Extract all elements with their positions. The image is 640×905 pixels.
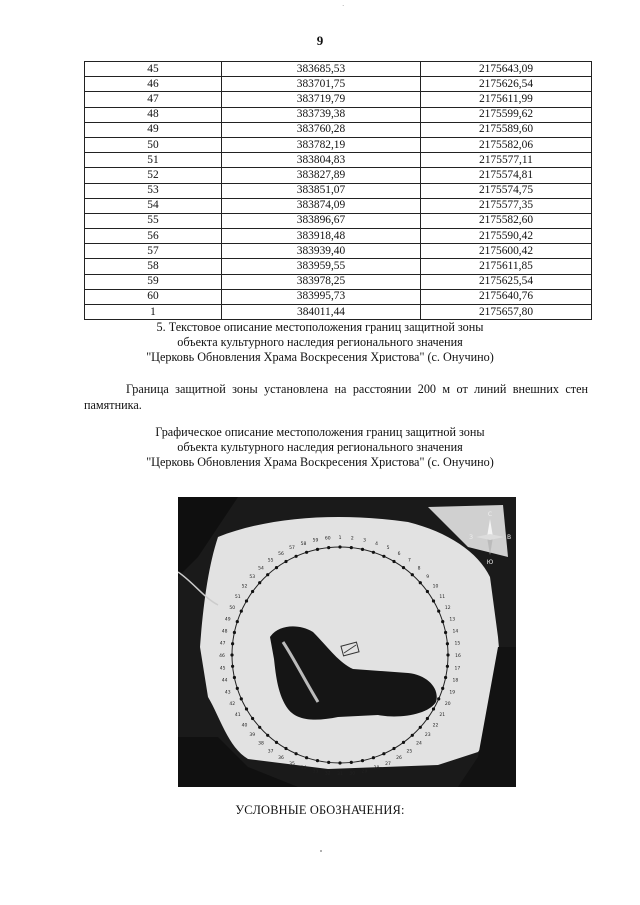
- y-coordinate-cell: 2175590,42: [421, 229, 592, 244]
- x-coordinate-cell: 383939,40: [222, 244, 421, 259]
- boundary-point: [327, 761, 330, 764]
- boundary-point-label: 5: [386, 546, 390, 552]
- boundary-point-label: 48: [221, 629, 228, 635]
- boundary-point: [426, 717, 429, 720]
- boundary-point-label: 40: [241, 723, 248, 729]
- table-row: [85, 153, 592, 168]
- boundary-point: [361, 548, 364, 551]
- boundary-point: [350, 761, 353, 764]
- boundary-point: [372, 756, 375, 759]
- boundary-point: [266, 573, 269, 576]
- boundary-point-label: 11: [439, 595, 446, 600]
- boundary-point-label: 53: [249, 575, 256, 580]
- boundary-point-label: 23: [424, 733, 431, 738]
- page-number: 9: [316, 33, 324, 48]
- y-coordinate-cell: 2175611,85: [421, 259, 592, 274]
- table-row: [85, 213, 592, 228]
- section-5-line-3: "Церковь Обновления Храма Воскресения Христова" (с. Онучино): [146, 350, 494, 364]
- boundary-point: [441, 620, 444, 623]
- boundary-point-label: 32: [324, 771, 331, 777]
- coordinates-table: [84, 61, 592, 320]
- graphic-line-2: объекта культурного наследия регионального значения: [177, 440, 463, 454]
- boundary-point: [230, 653, 233, 656]
- table-row: [85, 62, 592, 77]
- y-coordinate-cell: 2175574,75: [421, 183, 592, 198]
- boundary-point-label: 43: [224, 690, 231, 696]
- section-5-heading: [0, 320, 640, 365]
- boundary-point-label: 7: [407, 558, 411, 564]
- boundary-point-label: 35: [289, 761, 295, 767]
- boundary-point: [419, 581, 422, 584]
- boundary-point: [275, 741, 278, 744]
- boundary-point: [266, 734, 269, 737]
- boundary-point: [338, 761, 341, 764]
- boundary-point-label: 28: [373, 766, 380, 772]
- y-coordinate-cell: 2175589,60: [421, 122, 592, 137]
- boundary-point-label: 29: [361, 769, 368, 775]
- x-coordinate-cell: 383782,19: [222, 137, 421, 152]
- point-number-cell: 45: [85, 62, 222, 77]
- point-number-cell: 53: [85, 183, 222, 198]
- boundary-point-label: 3: [363, 538, 366, 544]
- boundary-point-label: 14: [452, 629, 459, 635]
- boundary-point-label: 55: [267, 558, 274, 564]
- boundary-point: [382, 555, 385, 558]
- boundary-point-label: 45: [219, 666, 226, 672]
- boundary-point: [446, 653, 449, 656]
- boundary-point-label: 51: [234, 595, 241, 600]
- boundary-point: [251, 717, 254, 720]
- boundary-point-label: 25: [406, 749, 413, 755]
- boundary-point: [432, 707, 435, 710]
- boundary-point: [245, 707, 248, 710]
- point-number-cell: 55: [85, 213, 222, 228]
- boundary-point: [446, 665, 449, 668]
- legend-title: УСЛОВНЫЕ ОБОЗНАЧЕНИЯ:: [235, 803, 405, 817]
- boundary-point: [361, 759, 364, 762]
- y-coordinate-cell: 2175577,11: [421, 153, 592, 168]
- y-coordinate-cell: 2175582,60: [421, 213, 592, 228]
- boundary-point: [251, 590, 254, 593]
- y-coordinate-cell: 2175626,54: [421, 77, 592, 92]
- table-row: [85, 183, 592, 198]
- compass-east-label: В: [506, 534, 512, 541]
- boundary-point: [392, 747, 395, 750]
- scan-dot: [320, 850, 322, 852]
- boundary-point-label: 24: [416, 741, 422, 747]
- y-coordinate-cell: 2175574,81: [421, 168, 592, 183]
- boundary-point: [446, 642, 449, 645]
- boundary-point-label: 6: [397, 551, 401, 557]
- boundary-point: [240, 610, 243, 613]
- boundary-point: [350, 546, 353, 549]
- boundary-point-label: 2: [350, 536, 354, 542]
- boundary-point-label: 41: [234, 713, 241, 718]
- boundary-point: [233, 631, 236, 634]
- point-number-cell: 60: [85, 289, 222, 304]
- table-row: [85, 137, 592, 152]
- boundary-point-label: 12: [444, 606, 451, 611]
- boundary-point-label: 47: [219, 641, 226, 647]
- boundary-point: [426, 590, 429, 593]
- boundary-point: [432, 599, 435, 602]
- boundary-point: [305, 551, 308, 554]
- boundary-point-label: 49: [224, 617, 231, 623]
- boundary-point-label: 37: [267, 749, 274, 755]
- y-coordinate-cell: 2175640,76: [421, 289, 592, 304]
- point-number-cell: 51: [85, 153, 222, 168]
- y-coordinate-cell: 2175643,09: [421, 62, 592, 77]
- boundary-map-svg: [178, 497, 516, 787]
- boundary-point-label: 34: [300, 766, 307, 772]
- boundary-point-label: 22: [432, 723, 439, 729]
- boundary-point-label: 20: [444, 702, 451, 707]
- boundary-point: [233, 676, 236, 679]
- table-row: [85, 77, 592, 92]
- boundary-point-label: 46: [219, 654, 225, 659]
- graphic-line-1: Графическое описание местоположения границ защитной зоны: [155, 425, 485, 439]
- point-number-cell: 49: [85, 122, 222, 137]
- boundary-point: [295, 752, 298, 755]
- y-coordinate-cell: 2175600,42: [421, 244, 592, 259]
- boundary-point: [240, 697, 243, 700]
- boundary-point-label: 17: [454, 666, 461, 672]
- x-coordinate-cell: 383896,67: [222, 213, 421, 228]
- point-number-cell: 46: [85, 77, 222, 92]
- boundary-point-label: 60: [324, 536, 331, 542]
- boundary-point: [419, 726, 422, 729]
- boundary-point: [411, 573, 414, 576]
- boundary-point: [437, 610, 440, 613]
- boundary-point-label: 18: [452, 678, 459, 684]
- point-number-cell: 47: [85, 92, 222, 107]
- boundary-point: [402, 741, 405, 744]
- x-coordinate-cell: 383804,83: [222, 153, 421, 168]
- boundary-point: [316, 759, 319, 762]
- point-number-cell: 57: [85, 244, 222, 259]
- compass-north-label: С: [487, 511, 493, 518]
- compass-south-label: Ю: [486, 559, 494, 566]
- boundary-point-label: 27: [385, 761, 391, 767]
- graphic-description-heading: [0, 425, 640, 470]
- boundary-point: [392, 560, 395, 563]
- boundary-point: [258, 581, 261, 584]
- boundary-point: [245, 599, 248, 602]
- boundary-point-label: 8: [417, 566, 421, 572]
- table-row: [85, 274, 592, 289]
- boundary-map: [178, 497, 516, 787]
- boundary-point: [372, 551, 375, 554]
- y-coordinate-cell: 2175599,62: [421, 107, 592, 122]
- point-number-cell: 1: [85, 305, 222, 320]
- y-coordinate-cell: 2175582,06: [421, 137, 592, 152]
- x-coordinate-cell: 383827,89: [222, 168, 421, 183]
- boundary-point-label: 21: [439, 713, 446, 718]
- boundary-point: [275, 566, 278, 569]
- x-coordinate-cell: 383851,07: [222, 183, 421, 198]
- boundary-point-label: 58: [300, 541, 307, 547]
- y-coordinate-cell: 2175657,80: [421, 305, 592, 320]
- coordinates-table-body: [85, 62, 592, 320]
- boundary-point-label: 38: [258, 741, 264, 747]
- y-coordinate-cell: 2175625,54: [421, 274, 592, 289]
- table-row: [85, 92, 592, 107]
- boundary-point-label: 19: [449, 690, 456, 696]
- table-row: [85, 168, 592, 183]
- boundary-point: [444, 631, 447, 634]
- x-coordinate-cell: 383685,53: [222, 62, 421, 77]
- scan-mark: ·: [342, 2, 345, 10]
- boundary-point: [284, 747, 287, 750]
- x-coordinate-cell: 383959,55: [222, 259, 421, 274]
- boundary-point: [236, 620, 239, 623]
- point-number-cell: 59: [85, 274, 222, 289]
- boundary-point: [444, 676, 447, 679]
- x-coordinate-cell: 383701,75: [222, 77, 421, 92]
- boundary-point-label: 4: [375, 541, 378, 547]
- boundary-point-label: 44: [221, 678, 228, 684]
- x-coordinate-cell: 384011,44: [222, 305, 421, 320]
- y-coordinate-cell: 2175611,99: [421, 92, 592, 107]
- table-row: [85, 289, 592, 304]
- table-row: [85, 259, 592, 274]
- boundary-point-label: 56: [278, 551, 284, 557]
- x-coordinate-cell: 383874,09: [222, 198, 421, 213]
- x-coordinate-cell: 383719,79: [222, 92, 421, 107]
- boundary-point-label: 52: [241, 584, 248, 590]
- boundary-point-label: 50: [229, 606, 236, 611]
- boundary-point-label: 30: [349, 771, 356, 777]
- boundary-point-label: 57: [289, 546, 295, 552]
- boundary-point-label: 26: [396, 756, 402, 762]
- table-row: [85, 244, 592, 259]
- boundary-point: [402, 566, 405, 569]
- boundary-point: [338, 545, 341, 548]
- zone-description: Граница защитной зоны установлена на расстоянии 200 м от линий внешних стен памятника.: [84, 382, 588, 412]
- boundary-point: [437, 697, 440, 700]
- table-row: [85, 107, 592, 122]
- boundary-point-label: 39: [249, 733, 256, 738]
- boundary-point: [441, 687, 444, 690]
- boundary-point: [284, 560, 287, 563]
- x-coordinate-cell: 383995,73: [222, 289, 421, 304]
- boundary-point: [236, 687, 239, 690]
- point-number-cell: 56: [85, 229, 222, 244]
- table-row: [85, 122, 592, 137]
- table-row: [85, 229, 592, 244]
- boundary-point: [258, 726, 261, 729]
- x-coordinate-cell: 383978,25: [222, 274, 421, 289]
- point-number-cell: 58: [85, 259, 222, 274]
- compass-west-label: З: [469, 534, 473, 541]
- boundary-point-label: 15: [454, 641, 461, 647]
- boundary-point: [382, 752, 385, 755]
- boundary-point-label: 10: [432, 584, 439, 590]
- boundary-point-label: 31: [337, 772, 343, 777]
- y-coordinate-cell: 2175577,35: [421, 198, 592, 213]
- boundary-point: [411, 734, 414, 737]
- boundary-point-label: 1: [338, 536, 342, 541]
- boundary-point: [295, 555, 298, 558]
- point-number-cell: 48: [85, 107, 222, 122]
- boundary-point-label: 36: [278, 756, 284, 762]
- boundary-point-label: 42: [229, 702, 236, 707]
- x-coordinate-cell: 383760,28: [222, 122, 421, 137]
- section-5-line-2: объекта культурного наследия регионального значения: [177, 335, 463, 349]
- table-row: [85, 305, 592, 320]
- table-row: [85, 198, 592, 213]
- boundary-point-label: 59: [312, 538, 319, 544]
- boundary-point: [305, 756, 308, 759]
- boundary-point: [231, 665, 234, 668]
- boundary-point: [231, 642, 234, 645]
- boundary-point-label: 54: [258, 566, 264, 572]
- graphic-line-3: "Церковь Обновления Храма Воскресения Христова" (с. Онучино): [146, 455, 494, 469]
- boundary-point-label: 16: [455, 654, 461, 659]
- section-5-line-1: 5. Текстовое описание местоположения границ защитной зоны: [156, 320, 484, 334]
- point-number-cell: 54: [85, 198, 222, 213]
- boundary-point-label: 9: [426, 575, 430, 580]
- x-coordinate-cell: 383739,38: [222, 107, 421, 122]
- point-number-cell: 52: [85, 168, 222, 183]
- boundary-point: [316, 548, 319, 551]
- x-coordinate-cell: 383918,48: [222, 229, 421, 244]
- boundary-point: [327, 546, 330, 549]
- boundary-point-label: 33: [312, 769, 319, 775]
- boundary-point-label: 13: [449, 617, 456, 623]
- point-number-cell: 50: [85, 137, 222, 152]
